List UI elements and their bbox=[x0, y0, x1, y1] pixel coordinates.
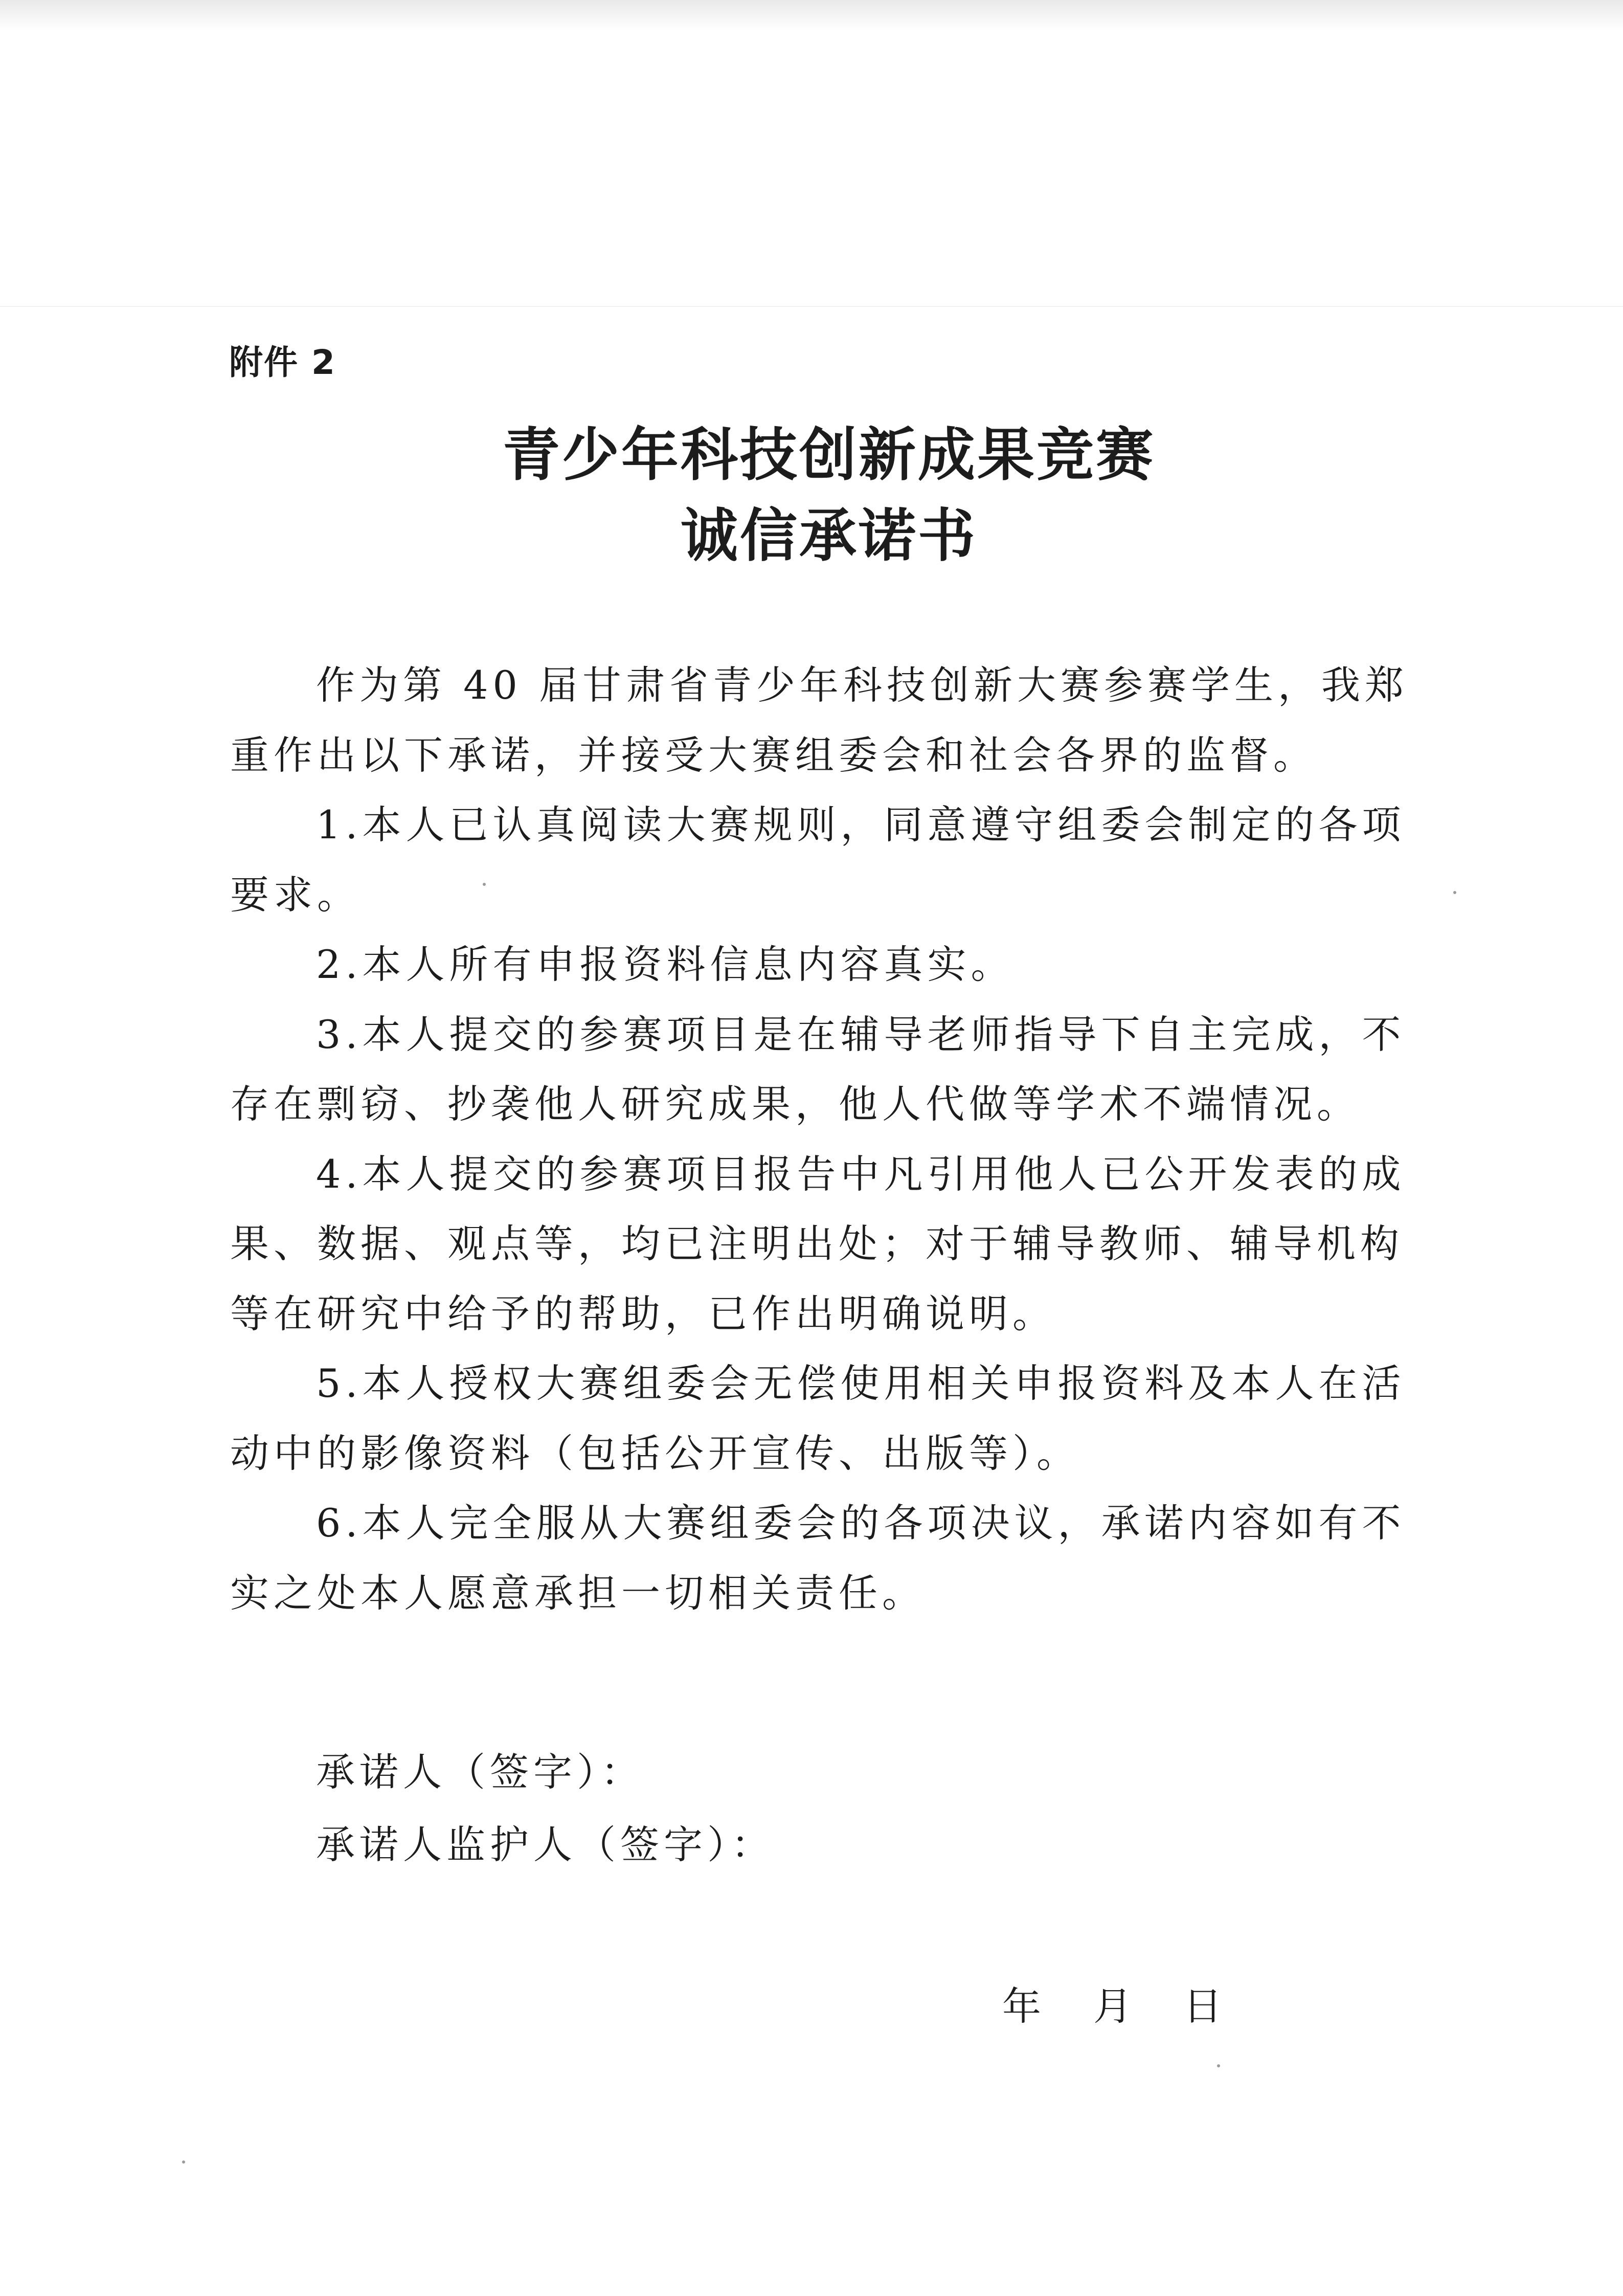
scan-speck bbox=[1453, 891, 1456, 894]
commitment-item-2: 2.本人所有申报资料信息内容真实。 bbox=[316, 942, 1015, 987]
signature-block bbox=[316, 1736, 775, 1881]
scan-speck bbox=[182, 2160, 185, 2164]
attachment-label: 附件 2 bbox=[229, 343, 336, 382]
promisor-signature-field[interactable]: 承诺人（签字）： bbox=[316, 1749, 644, 1795]
commitment-item-4: 4.本人提交的参赛项目报告中凡引用他人已公开发表的成果、数据、观点等，均已注明出处；对于辅导教师、辅导机构等在研究中给予的帮助，已作出明确说明。 bbox=[230, 1151, 1406, 1336]
commitment-item-1: 1.本人已认真阅读大赛规则，同意遵守组委会制定的各项要求。 bbox=[230, 802, 1406, 918]
fold-line bbox=[0, 306, 1623, 307]
date-month-label: 月 bbox=[1093, 1983, 1132, 2029]
document-body bbox=[230, 651, 1437, 1628]
commitment-item-3: 3.本人提交的参赛项目是在辅导老师指导下自主完成，不存在剽窃、抄袭他人研究成果，他人代做等学术不端情况。 bbox=[230, 1011, 1406, 1127]
commitment-item-6: 6.本人完全服从大赛组委会的各项决议，承诺内容如有不实之处本人愿意承担一切相关责任。 bbox=[230, 1500, 1406, 1616]
document-title-line2: 诚信承诺书 bbox=[681, 502, 977, 569]
scan-edge bbox=[0, 0, 1623, 31]
document-title-line1: 青少年科技创新成果竞赛 bbox=[503, 421, 1155, 488]
date-day-label: 日 bbox=[1183, 1983, 1222, 2029]
date-year-label: 年 bbox=[1002, 1983, 1041, 2029]
scan-speck bbox=[1217, 2064, 1220, 2067]
commitment-item-5: 5.本人授权大赛组委会无偿使用相关申报资料及本人在活动中的影像资料（包括公开宣传、出版等）。 bbox=[230, 1361, 1406, 1476]
guardian-signature-field[interactable]: 承诺人监护人（签字）： bbox=[316, 1822, 775, 1867]
intro-paragraph: 作为第 40 届甘肃省青少年科技创新大赛参赛学生，我郑重作出以下承诺，并接受大赛组委会和社会各界的监督。 bbox=[230, 662, 1409, 778]
